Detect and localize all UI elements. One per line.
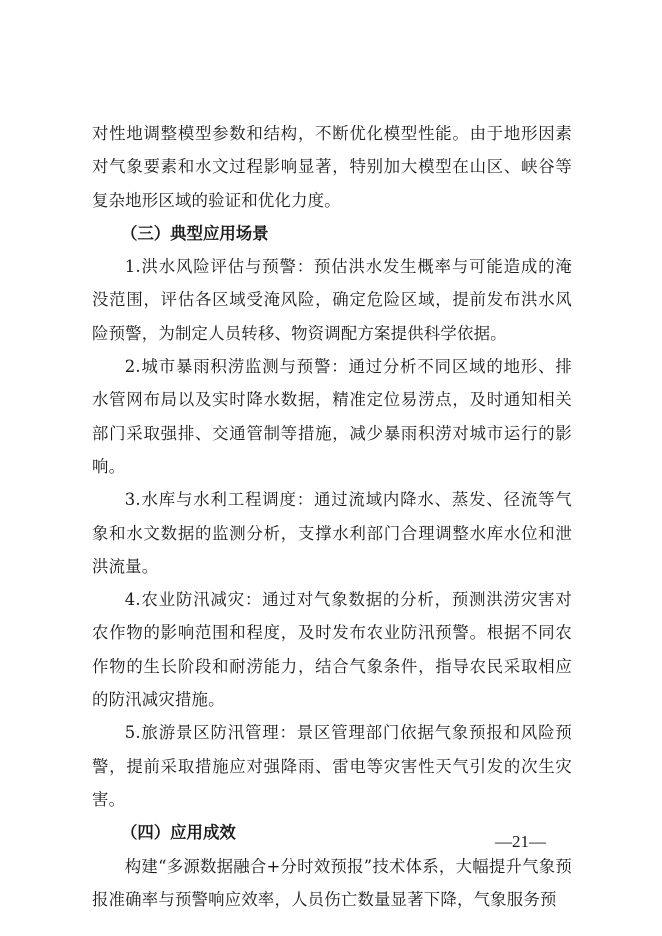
section-heading-3: （三）典型应用场景 <box>121 223 269 243</box>
page-number: —21— <box>495 832 546 851</box>
paragraph-continuation: 对性地调整模型参数和结构，不断优化模型性能。由于地形因素对气象要素和水文过程影响显著，特别加大模型在山区、峡谷等复杂地形区域的验证和优化力度。 <box>92 124 572 210</box>
paragraph-flood-risk: 1.洪水风险评估与预警：预估洪水发生概率与可能造成的淹没范围，评估各区域受淹风险，确定危险区域，提前发布洪水风险预警，为制定人员转移、物资调配方案提供科学依据。 <box>92 257 572 343</box>
paragraph-effects: 构建“多源数据融合+分时效预报”技术体系，大幅提升气象预报准确率与预警响应效率，人员伤亡数量显著下降，气象服务预 <box>92 856 572 909</box>
paragraph-urban-waterlogging: 2.城市暴雨积涝监测与预警：通过分析不同区域的地形、排水管网布局以及实时降水数据，精准定位易涝点，及时通知相关部门采取强排、交通管制等措施，减少暴雨积涝对城市运行的影响。 <box>92 357 572 476</box>
section-heading-4: （四）应用成效 <box>121 823 236 843</box>
paragraph-agriculture: 4.农业防汛减灾：通过对气象数据的分析，预测洪涝灾害对农作物的影响范围和程度，及时发布农业防汛预警。根据不同农作物的生长阶段和耐涝能力，结合气象条件，指导农民采取相应的防汛减灾措施。 <box>92 590 572 710</box>
paragraph-tourism: 5.旅游景区防汛管理：景区管理部门依据气象预报和风险预警，提前采取措施应对强降雨、雷电等灾害性天气引发的次生灾害。 <box>92 723 572 809</box>
paragraph-reservoir-dispatch: 3.水库与水利工程调度：通过流域内降水、蒸发、径流等气象和水文数据的监测分析，支撑水利部门合理调整水库水位和泄洪流量。 <box>92 490 572 576</box>
body-text <box>92 117 572 916</box>
